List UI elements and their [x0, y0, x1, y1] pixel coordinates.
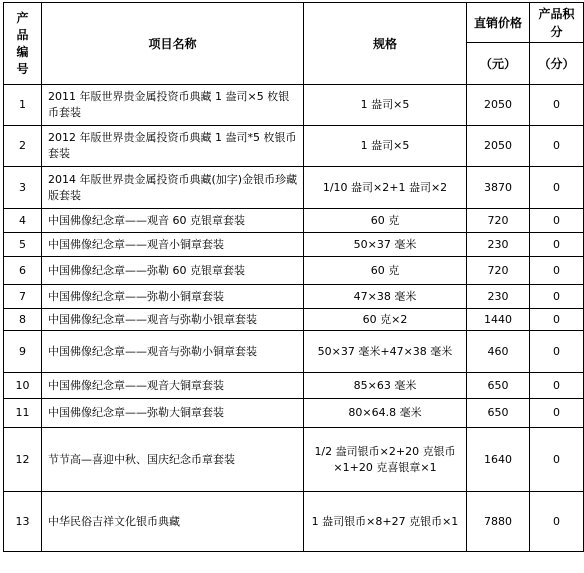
- header-product-number: 产 品 编 号: [4, 3, 42, 85]
- row-points: 0: [530, 309, 584, 331]
- table-row: [4, 309, 584, 331]
- row-price: 460: [467, 331, 530, 373]
- table-row: [4, 85, 584, 126]
- row-number: 5: [4, 233, 42, 257]
- row-spec: 1 盎司银币×8+27 克银币×1: [304, 492, 467, 552]
- row-points: 0: [530, 428, 584, 492]
- header-points-unit: （分）: [530, 43, 584, 85]
- table-row: [4, 492, 584, 552]
- row-price: 720: [467, 257, 530, 285]
- row-price: 650: [467, 373, 530, 399]
- product-table: [3, 2, 584, 552]
- row-item-name: 2014 年版世界贵金属投资币典藏(加字)金银币珍藏版套装: [42, 167, 304, 209]
- row-spec: 1/2 盎司银币×2+20 克银币×1+20 克喜银章×1: [304, 428, 467, 492]
- row-number: 8: [4, 309, 42, 331]
- row-points: 0: [530, 285, 584, 309]
- row-price: 2050: [467, 126, 530, 167]
- row-item-name: 中国佛像纪念章——观音小铜章套装: [42, 233, 304, 257]
- row-item-name: 2011 年版世界贵金属投资币典藏 1 盎司×5 枚银币套装: [42, 85, 304, 126]
- header-item-name: 项目名称: [42, 3, 304, 85]
- header-spec: 规格: [304, 3, 467, 85]
- row-price: 720: [467, 209, 530, 233]
- row-spec: 50×37 毫米+47×38 毫米: [304, 331, 467, 373]
- table-row: [4, 126, 584, 167]
- row-spec: 60 克×2: [304, 309, 467, 331]
- row-price: 1440: [467, 309, 530, 331]
- table-row: [4, 233, 584, 257]
- row-spec: 1 盎司×5: [304, 85, 467, 126]
- table-row: [4, 331, 584, 373]
- row-spec: 1 盎司×5: [304, 126, 467, 167]
- table-row: [4, 209, 584, 233]
- row-spec: 1/10 盎司×2+1 盎司×2: [304, 167, 467, 209]
- row-number: 13: [4, 492, 42, 552]
- table-row: [4, 428, 584, 492]
- row-number: 10: [4, 373, 42, 399]
- row-item-name: 节节高—喜迎中秋、国庆纪念币章套装: [42, 428, 304, 492]
- table-row: [4, 285, 584, 309]
- row-number: 2: [4, 126, 42, 167]
- row-number: 9: [4, 331, 42, 373]
- row-item-name: 中国佛像纪念章——观音 60 克银章套装: [42, 209, 304, 233]
- row-price: 230: [467, 233, 530, 257]
- row-item-name: 中国佛像纪念章——弥勒小铜章套装: [42, 285, 304, 309]
- row-spec: 60 克: [304, 209, 467, 233]
- row-points: 0: [530, 126, 584, 167]
- row-item-name: 中国佛像纪念章——弥勒 60 克银章套装: [42, 257, 304, 285]
- row-points: 0: [530, 257, 584, 285]
- row-price: 1640: [467, 428, 530, 492]
- table-row: [4, 399, 584, 428]
- table-row: [4, 167, 584, 209]
- row-item-name: 中华民俗吉祥文化银币典藏: [42, 492, 304, 552]
- row-points: 0: [530, 492, 584, 552]
- row-item-name: 中国佛像纪念章——观音与弥勒小银章套装: [42, 309, 304, 331]
- row-item-name: 中国佛像纪念章——弥勒大铜章套装: [42, 399, 304, 428]
- header-points: 产品积分: [530, 3, 584, 43]
- row-price: 230: [467, 285, 530, 309]
- row-number: 1: [4, 85, 42, 126]
- row-spec: 60 克: [304, 257, 467, 285]
- row-points: 0: [530, 85, 584, 126]
- row-number: 3: [4, 167, 42, 209]
- row-price: 650: [467, 399, 530, 428]
- row-spec: 85×63 毫米: [304, 373, 467, 399]
- row-number: 6: [4, 257, 42, 285]
- table-row: [4, 257, 584, 285]
- row-spec: 47×38 毫米: [304, 285, 467, 309]
- row-number: 7: [4, 285, 42, 309]
- row-points: 0: [530, 209, 584, 233]
- row-item-name: 2012 年版世界贵金属投资币典藏 1 盎司*5 枚银币套装: [42, 126, 304, 167]
- row-item-name: 中国佛像纪念章——观音与弥勒小铜章套装: [42, 331, 304, 373]
- row-points: 0: [530, 167, 584, 209]
- row-number: 11: [4, 399, 42, 428]
- table-row: [4, 373, 584, 399]
- row-points: 0: [530, 399, 584, 428]
- row-number: 12: [4, 428, 42, 492]
- row-price: 3870: [467, 167, 530, 209]
- header-price: 直销价格: [467, 3, 530, 43]
- row-number: 4: [4, 209, 42, 233]
- row-item-name: 中国佛像纪念章——观音大铜章套装: [42, 373, 304, 399]
- row-spec: 50×37 毫米: [304, 233, 467, 257]
- header-price-unit: （元）: [467, 43, 530, 85]
- row-points: 0: [530, 331, 584, 373]
- row-price: 7880: [467, 492, 530, 552]
- row-spec: 80×64.8 毫米: [304, 399, 467, 428]
- row-points: 0: [530, 373, 584, 399]
- row-points: 0: [530, 233, 584, 257]
- row-price: 2050: [467, 85, 530, 126]
